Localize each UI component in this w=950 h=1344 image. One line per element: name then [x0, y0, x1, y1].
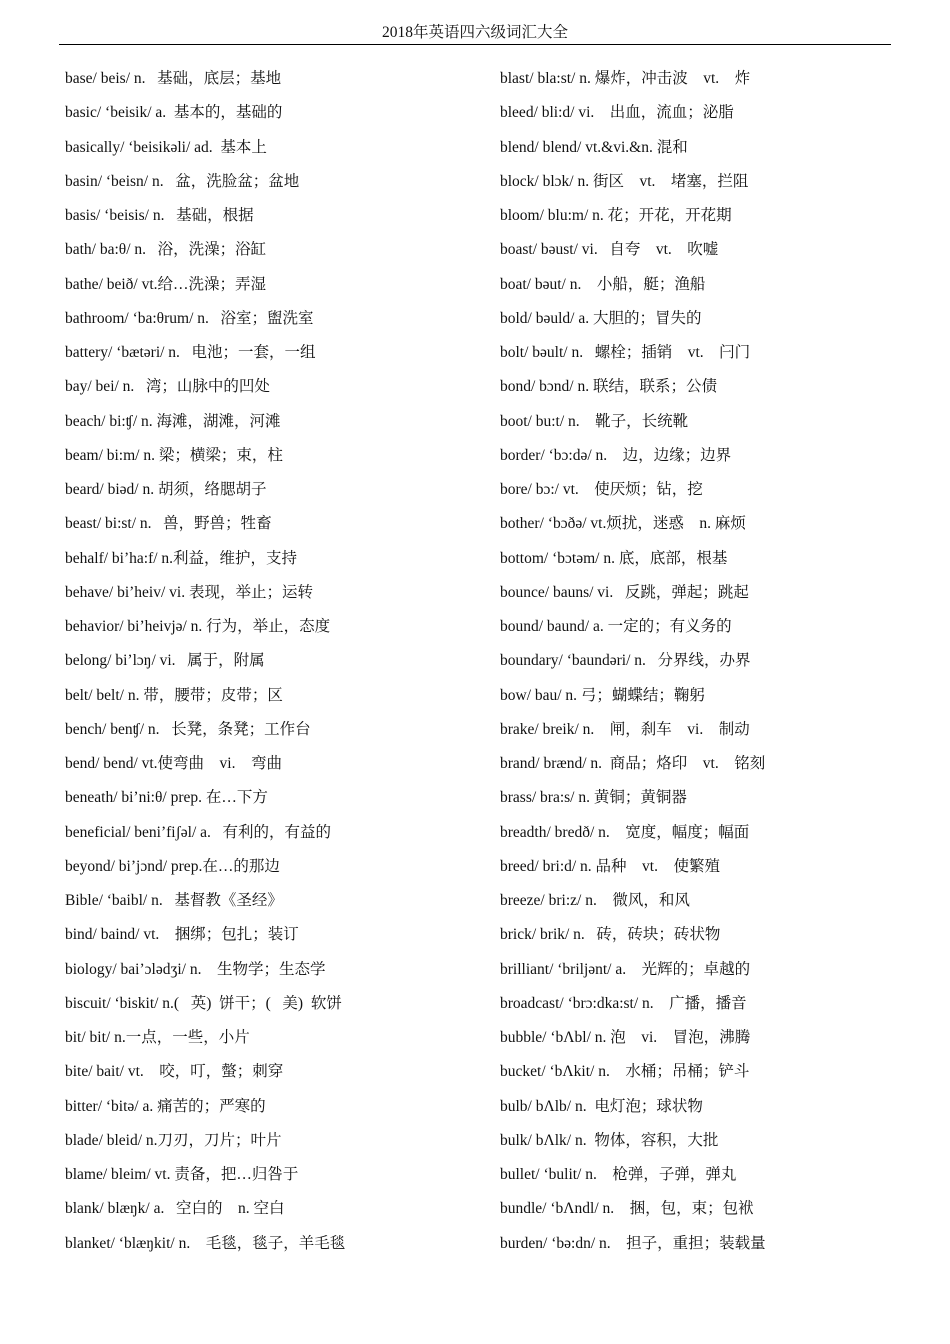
vocabulary-entry: brilliant/ ‘briljənt/ a. 光辉的；卓越的: [500, 960, 751, 978]
vocabulary-entry: battery/ ‘bætəri/ n. 电池；一套，一组: [65, 344, 316, 361]
vocabulary-entry: basic/ ‘beisik/ a. 基本的，基础的: [65, 104, 283, 122]
vocabulary-entry: brand/ brænd/ n. 商品；烙印 vt. 铭刻: [500, 755, 766, 772]
vocabulary-entry: bind/ baind/ vt. 捆绑；包扎；装订: [65, 926, 299, 944]
vocabulary-entry: brick/ brik/ n. 砖，砖块；砖状物: [500, 926, 721, 944]
vocabulary-entry: bother/ ‘bɔðə/ vt.烦扰，迷惑 n. 麻烦: [500, 515, 746, 533]
vocabulary-entry: border/ ‘bɔ:də/ n. 边，边缘；边界: [500, 446, 732, 464]
vocabulary-entry: bound/ baund/ a. 一定的；有义务的: [500, 618, 732, 635]
vocabulary-entry: blame/ bleim/ vt. 责备，把…归咎于: [65, 1166, 299, 1183]
vocabulary-entry: bundle/ ‘bΛndl/ n. 捆，包，束；包袱: [500, 1200, 754, 1218]
vocabulary-entry: basis/ ‘beisis/ n. 基础，根据: [65, 207, 254, 224]
vocabulary-entry: breed/ bri:d/ n. 品种 vt. 使繁殖: [500, 857, 720, 875]
vocabulary-entry: Bible/ ‘baibl/ n. 基督教《圣经》: [65, 892, 283, 909]
vocabulary-entry: blend/ blend/ vt.&vi.&n. 混和: [500, 138, 688, 156]
vocabulary-entry: bulb/ bΛlb/ n. 电灯泡；球状物: [500, 1097, 703, 1115]
vocabulary-entry: biology/ bai’ɔlədʒi/ n. 生物学；生态学: [65, 960, 326, 978]
vocabulary-entry: bathe/ beið/ vt.给…洗澡；弄湿: [65, 275, 267, 293]
vocabulary-entry: boot/ bu:t/ n. 靴子，长统靴: [500, 412, 689, 430]
vocabulary-entry: bulk/ bΛlk/ n. 物体，容积，大批: [500, 1131, 719, 1149]
vocabulary-entry: belt/ belt/ n. 带，腰带；皮带；区: [65, 686, 283, 704]
header-rule: [59, 44, 891, 45]
vocabulary-entry: block/ blɔk/ n. 街区 vt. 堵塞，拦阻: [500, 172, 749, 190]
vocabulary-entry: boat/ bəut/ n. 小船，艇；渔船: [500, 275, 706, 293]
vocabulary-entry: beyond/ bi’jɔnd/ prep.在…的那边: [65, 857, 280, 875]
vocabulary-entry: boast/ bəust/ vi. 自夸 vt. 吹嘘: [500, 241, 719, 259]
vocabulary-entry: beast/ bi:st/ n. 兽，野兽；牲畜: [65, 515, 272, 533]
vocabulary-entry: basically/ ‘beisikəli/ ad. 基本上: [65, 138, 267, 156]
vocabulary-entry: bold/ bəuld/ a. 大胆的；冒失的: [500, 309, 702, 327]
vocabulary-entry: breeze/ bri:z/ n. 微风，和风: [500, 892, 690, 909]
left-vocabulary-column: [65, 62, 485, 1261]
vocabulary-entry: bite/ bait/ vt. 咬，叮，螫；刺穿: [65, 1063, 284, 1081]
vocabulary-entry: bullet/ ‘bulit/ n. 枪弹，子弹，弹丸: [500, 1166, 737, 1183]
vocabulary-entry: bounce/ bauns/ vi. 反跳，弹起；跳起: [500, 583, 749, 601]
vocabulary-entry: bottom/ ‘bɔtəm/ n. 底，底部，根基: [500, 549, 728, 567]
vocabulary-entry: bore/ bɔ:/ vt. 使厌烦；钻，挖: [500, 481, 703, 498]
vocabulary-entry: blanket/ ‘blæŋkit/ n. 毛毯，毯子，羊毛毯: [65, 1234, 346, 1252]
vocabulary-entry: bolt/ bəult/ n. 螺栓；插销 vt. 闩门: [500, 344, 751, 361]
vocabulary-entry: burden/ ‘bə:dn/ n. 担子，重担；装载量: [500, 1234, 766, 1252]
page-header: 2018年英语四六级词汇大全: [381, 24, 568, 41]
vocabulary-entry: bit/ bit/ n.一点，一些，小片: [65, 1029, 250, 1046]
vocabulary-entry: beneath/ bi’ni:θ/ prep. 在…下方: [65, 789, 268, 807]
vocabulary-entry: blade/ bleid/ n.刀刃，刀片；叶片: [65, 1131, 282, 1149]
vocabulary-entry: bench/ benʧ/ n. 长凳，条凳；工作台: [65, 720, 311, 738]
vocabulary-entry: biscuit/ ‘biskit/ n.( 英) 饼干；( 美) 软饼: [65, 994, 342, 1012]
vocabulary-entry: bond/ bɔnd/ n. 联结，联系；公债: [500, 378, 717, 396]
vocabulary-entry: basin/ ‘beisn/ n. 盆，洗脸盆；盆地: [65, 172, 300, 190]
vocabulary-entry: blank/ blæŋk/ a. 空白的 n. 空白: [65, 1200, 285, 1218]
vocabulary-entry: belong/ bi’lɔŋ/ vi. 属于，附属: [65, 652, 265, 670]
vocabulary-entry: breadth/ bredð/ n. 宽度，幅度；幅面: [500, 823, 750, 841]
vocabulary-entry: boundary/ ‘baundəri/ n. 分界线，办界: [500, 652, 751, 670]
vocabulary-entry: brass/ bra:s/ n. 黄铜；黄铜器: [500, 789, 687, 807]
vocabulary-entry: bathroom/ ‘ba:θrum/ n. 浴室；盥洗室: [65, 309, 314, 327]
vocabulary-entry: bubble/ ‘bΛbl/ n. 泡 vi. 冒泡，沸腾: [500, 1029, 751, 1046]
vocabulary-entry: behave/ bi’heiv/ vi. 表现，举止；运转: [65, 583, 313, 601]
right-vocabulary-column: [500, 62, 920, 1261]
vocabulary-entry: beam/ bi:m/ n. 梁；横梁；束，柱: [65, 446, 283, 464]
vocabulary-entry: beach/ bi:ʧ/ n. 海滩，湖滩，河滩: [65, 412, 281, 430]
vocabulary-entry: bend/ bend/ vt.使弯曲 vi. 弯曲: [65, 755, 282, 772]
vocabulary-entry: beneficial/ beni’fiʃəl/ a. 有利的，有益的: [65, 823, 332, 841]
vocabulary-entry: bitter/ ‘bitə/ a. 痛苦的；严寒的: [65, 1097, 266, 1115]
vocabulary-entry: behalf/ bi’ha:f/ n.利益，维护，支持: [65, 549, 298, 567]
vocabulary-entry: bath/ ba:θ/ n. 浴，洗澡；浴缸: [65, 241, 267, 259]
vocabulary-entry: bow/ bau/ n. 弓；蝴蝶结；鞠躬: [500, 686, 705, 704]
vocabulary-entry: broadcast/ ‘brɔ:dka:st/ n. 广播，播音: [500, 994, 747, 1012]
vocabulary-entry: beard/ biəd/ n. 胡须，络腮胡子: [65, 481, 267, 498]
vocabulary-entry: base/ beis/ n. 基础，底层；基地: [65, 70, 282, 87]
vocabulary-entry: behavior/ bi’heivjə/ n. 行为，举止，态度: [65, 618, 331, 635]
vocabulary-entry: bloom/ blu:m/ n. 花；开花，开花期: [500, 207, 732, 224]
vocabulary-entry: brake/ breik/ n. 闸，刹车 vi. 制动: [500, 720, 750, 738]
vocabulary-entry: bleed/ bli:d/ vi. 出血，流血；泌脂: [500, 104, 734, 122]
vocabulary-entry: bay/ bei/ n. 湾；山脉中的凹处: [65, 378, 270, 396]
vocabulary-entry: bucket/ ‘bΛkit/ n. 水桶；吊桶；铲斗: [500, 1063, 750, 1081]
vocabulary-entry: blast/ bla:st/ n. 爆炸，冲击波 vt. 炸: [500, 70, 751, 87]
